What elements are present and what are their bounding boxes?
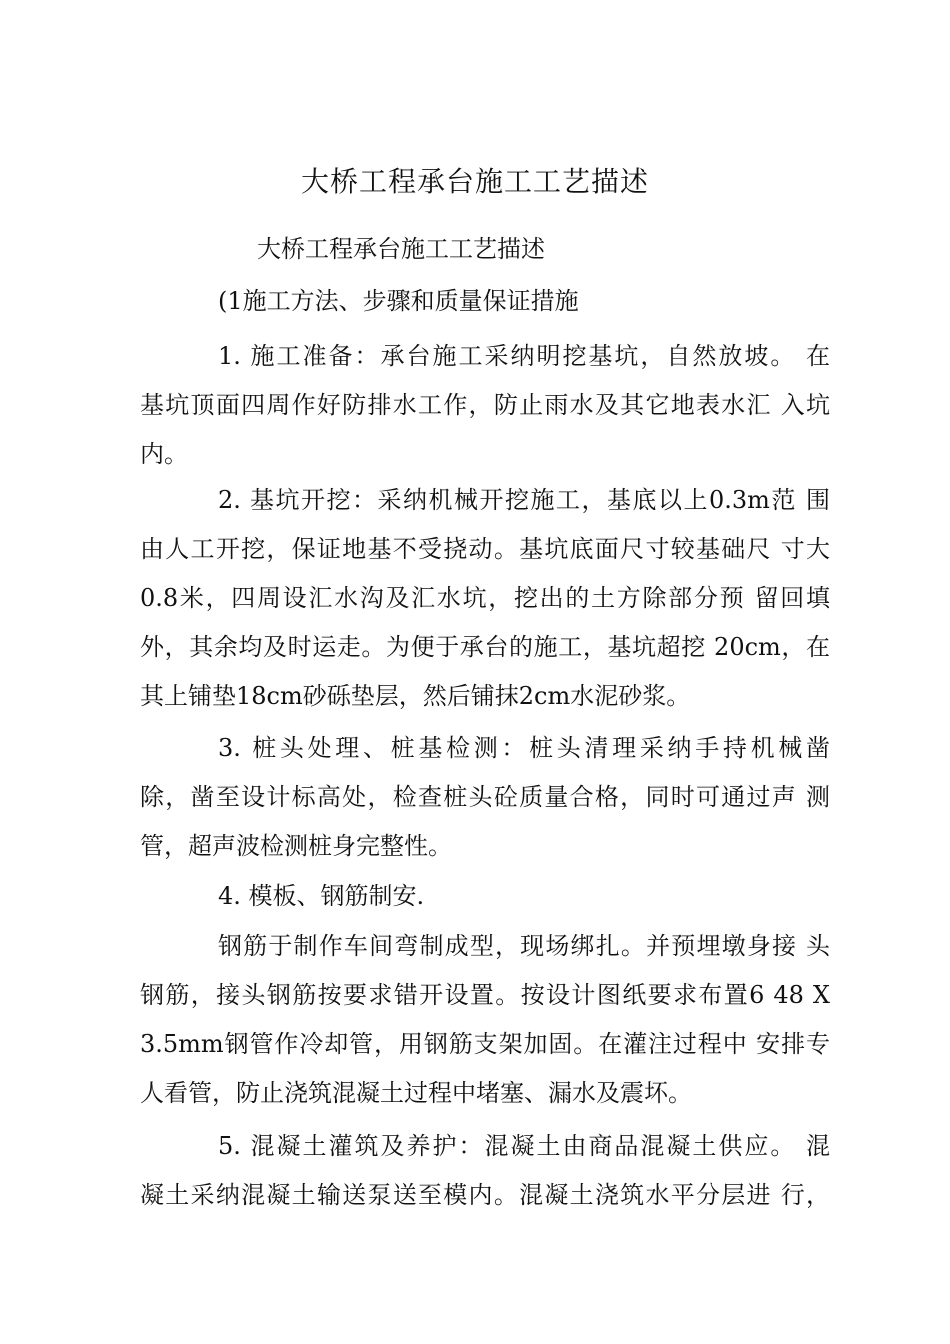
paragraph-line: 钢筋，接头钢筋按要求错开设置。按设计图纸要求布置6 48 X — [140, 981, 830, 1009]
paragraph-2 — [140, 476, 830, 721]
paragraph-1 — [140, 332, 830, 479]
paragraph-line: 5. 混凝土灌筑及养护：混凝土由商品混凝土供应。 混 — [218, 1132, 830, 1160]
paragraph-line: 4. 模板、钢筋制安. — [218, 882, 425, 910]
paragraph-line: 人看管，防止浇筑混凝土过程中堵塞、漏水及震坏。 — [140, 1079, 692, 1107]
paragraph-line: 由人工开挖，保证地基不受挠动。基坑底面尺寸较基础尺 寸大 — [140, 535, 830, 563]
paragraph-line: 基坑顶面四周作好防排水工作，防止雨水及其它地表水汇 入坑 — [140, 391, 830, 419]
document-title: 大桥工程承台施工工艺描述 — [300, 165, 649, 198]
section-heading: (1施工方法、步骤和质量保证措施 — [218, 287, 579, 315]
paragraph-line: 1. 施工准备：承台施工采纳明挖基坑，自然放坡。 在 — [218, 342, 830, 370]
paragraph-line: 管，超声波检测桩身完整性。 — [140, 832, 452, 860]
paragraph-line: 2. 基坑开挖：采纳机械开挖施工，基底以上0.3m范 围 — [218, 486, 830, 514]
paragraph-line: 3.5mm钢管作冷却管，用钢筋支架加固。在灌注过程中 安排专 — [140, 1030, 830, 1058]
paragraph-4 — [140, 872, 830, 921]
paragraph-5 — [140, 922, 830, 1118]
paragraph-6 — [140, 1122, 830, 1220]
paragraph-line: 钢筋于制作车间弯制成型，现场绑扎。并预埋墩身接 头 — [218, 932, 830, 960]
paragraph-line: 0.8米，四周设汇水沟及汇水坑，挖出的土方除部分预 留回填 — [140, 584, 830, 612]
paragraph-line: 内。 — [140, 440, 188, 468]
paragraph-line: 其上铺垫18cm砂砾垫层，然后铺抹2cm水泥砂浆。 — [140, 682, 691, 710]
paragraph-line: 凝土采纳混凝土输送泵送至模内。混凝土浇筑水平分层进 行， — [140, 1181, 830, 1209]
paragraph-line: 3. 桩头处理、桩基检测：桩头清理采纳手持机械凿 — [218, 734, 830, 762]
paragraph-line: 除，凿至设计标高处，检查桩头砼质量合格，同时可通过声 测 — [140, 783, 830, 811]
paragraph-3 — [140, 724, 830, 871]
paragraph-line: 外，其余均及时运走。为便于承台的施工，基坑超挖 20cm，在 — [140, 633, 830, 661]
document-subtitle: 大桥工程承台施工工艺描述 — [257, 235, 545, 263]
